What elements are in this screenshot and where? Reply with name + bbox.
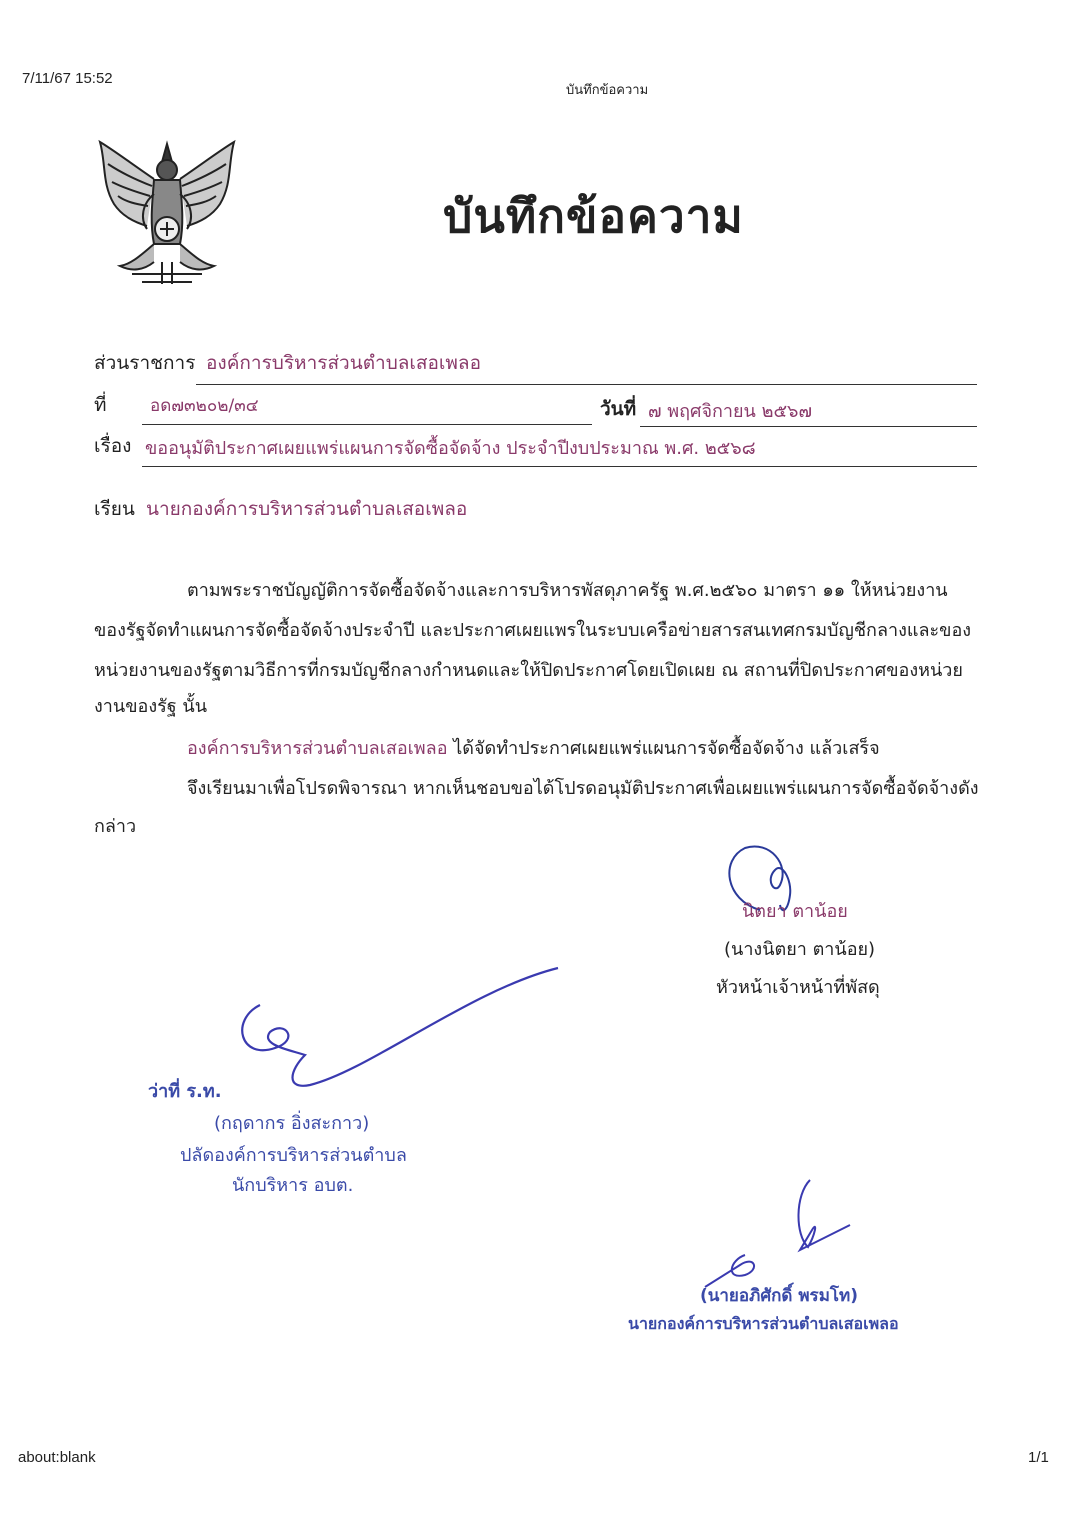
- ref-label: ที่: [94, 394, 107, 416]
- signatory-2-position-2: นักบริหาร อบต.: [232, 1175, 354, 1196]
- signatory-2-acting: ว่าที่ ร.ท.: [148, 1081, 222, 1102]
- signature-3-scribble-icon: [700, 1175, 860, 1294]
- signatory-1-full-name: (นางนิตยา ตาน้อย): [724, 939, 876, 960]
- signatory-3-full-name: (นายอภิศักดิ์ พรมโท): [700, 1286, 859, 1306]
- print-footer-url: about:blank: [18, 1449, 96, 1466]
- print-doc-name: บันทึกข้อความ: [566, 82, 649, 97]
- page-title: บันทึกข้อความ: [443, 189, 744, 243]
- print-page-count: 1/1: [1028, 1449, 1049, 1466]
- signature-2-scribble-icon: [230, 960, 570, 1104]
- signatory-1-signed-name: นิตยา ตาน้อย: [742, 901, 848, 922]
- body-p3-line2: กล่าว: [94, 816, 137, 837]
- agency-value: องค์การบริหารส่วนตำบลเสอเพลอ: [206, 352, 481, 374]
- body-p2-org: องค์การบริหารส่วนตำบลเสอเพลอ: [187, 738, 448, 759]
- ref-underline: [142, 424, 592, 425]
- to-value: นายกองค์การบริหารส่วนตำบลเสอเพลอ: [146, 498, 468, 520]
- body-p2-rest: ได้จัดทำประกาศเผยแพร่แผนการจัดซื้อจัดจ้าง แล้วเสร็จ: [447, 738, 880, 759]
- body-p2: [187, 730, 880, 767]
- date-label: วันที่: [600, 398, 637, 420]
- signatory-2-full-name: (กฤดากร อิ่งสะกาว): [214, 1113, 370, 1134]
- print-timestamp: 7/11/67 15:52: [22, 70, 113, 87]
- agency-label: ส่วนราชการ: [94, 352, 196, 374]
- signatory-2-position-1: ปลัดองค์การบริหารส่วนตำบล: [180, 1145, 407, 1166]
- to-label: เรียน: [94, 498, 135, 520]
- subject-underline: [142, 466, 977, 467]
- agency-underline: [196, 384, 977, 385]
- body-p1-line1: ตามพระราชบัญญัติการจัดซื้อจัดจ้างและการบริหารพัสดุภาครัฐ พ.ศ.๒๕๖๐ มาตรา ๑๑ ให้หน่วยงาน: [187, 580, 948, 601]
- signatory-1-position: หัวหน้าเจ้าหน้าที่พัสดุ: [716, 977, 880, 998]
- date-value: ๗ พฤศจิกายน ๒๕๖๗: [648, 401, 813, 422]
- subject-value: ขออนุมัติประกาศเผยแพร่แผนการจัดซื้อจัดจ้าง ประจำปีงบประมาณ พ.ศ. ๒๕๖๘: [145, 438, 756, 459]
- body-p1-line2: ของรัฐจัดทำแผนการจัดซื้อจัดจ้างประจำปี และประกาศเผยแพรในระบบเครือข่ายสารสนเทศกรมบัญชีกลางและของ: [94, 620, 972, 641]
- subject-label: เรื่อง: [94, 435, 132, 457]
- body-p1-line3: หน่วยงานของรัฐตามวิธีการที่กรมบัญชีกลางกำหนดและให้ปิดประกาศโดยเปิดเผย ณ สถานที่ปิดประกาศของหน่วย: [94, 660, 963, 681]
- date-underline: [640, 426, 977, 427]
- signatory-3-position: นายกองค์การบริหารส่วนตำบลเสอเพลอ: [628, 1314, 899, 1333]
- ref-value: อด๗๓๒๐๒/๓๔: [150, 396, 259, 416]
- body-p1-line4: งานของรัฐ นั้น: [94, 696, 208, 717]
- body-p3-line1: จึงเรียนมาเพื่อโปรดพิจารณา หากเห็นชอบขอได้โปรดอนุมัติประกาศเพื่อเผยแพร่แผนการจัดซื้อจัดจ้างดัง: [187, 778, 979, 799]
